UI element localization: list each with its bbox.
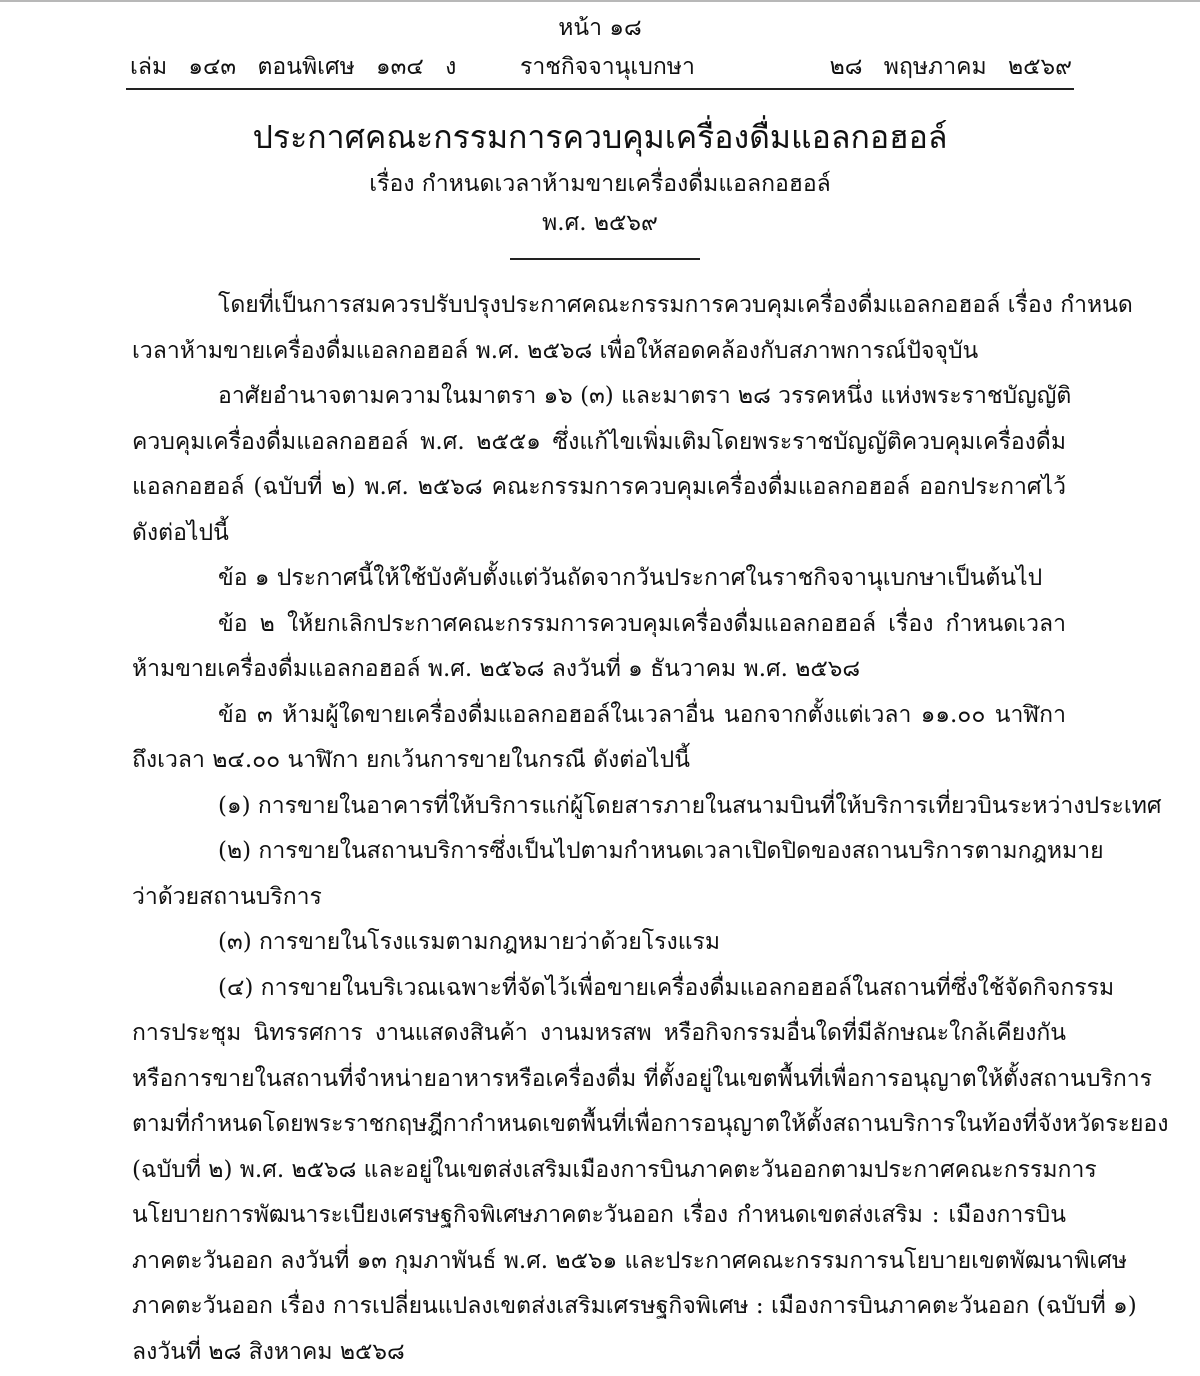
body-line: เวลาห้ามขายเครื่องดื่มแอลกอฮอล์ พ.ศ. ๒๕๖๘ เพื่อให้สอดคล้องกับสภาพการณ์ปัจจุบัน	[132, 330, 1066, 376]
body-line: ลงวันที่ ๒๘ สิงหาคม ๒๕๖๘	[132, 1331, 1066, 1376]
gazette-name: ราชกิจจานุเบกษา	[520, 51, 695, 83]
body-line: อาศัยอำนาจตามความในมาตรา ๑๖ (๓) และมาตรา ๒๘ วรรคหนึ่ง แห่งพระราชบัญญัติ	[132, 375, 1066, 421]
sub-clause-3: (๓) การขายในโรงแรมตามกฎหมายว่าด้วยโรงแรม	[132, 921, 1066, 967]
page-number: หน้า ๑๘	[0, 12, 1200, 44]
sub-clause-1: (๑) การขายในอาคารที่ให้บริการแก่ผู้โดยสารภายในสนามบินที่ให้บริการเที่ยวบินระหว่างประเทศ	[132, 785, 1066, 831]
body-line: แอลกอฮอล์ (ฉบับที่ ๒) พ.ศ. ๒๕๖๘ คณะกรรมการควบคุมเครื่องดื่มแอลกอฮอล์ ออกประกาศไว้	[132, 466, 1066, 512]
top-border	[0, 0, 1200, 2]
document-year: พ.ศ. ๒๕๖๙	[0, 207, 1200, 239]
clause-1: ข้อ ๑ ประกาศนี้ให้ใช้บังคับตั้งแต่วันถัดจากวันประกาศในราชกิจจานุเบกษาเป็นต้นไป	[132, 557, 1066, 603]
body-line: นโยบายการพัฒนาระเบียงเศรษฐกิจพิเศษภาคตะวันออก เรื่อง กำหนดเขตส่งเสริม : เมืองการบิน	[132, 1194, 1066, 1240]
volume-issue: เล่ม ๑๔๓ ตอนพิเศษ ๑๓๔ ง	[130, 51, 456, 83]
clause-3: ข้อ ๓ ห้ามผู้ใดขายเครื่องดื่มแอลกอฮอล์ในเวลาอื่น นอกจากตั้งแต่เวลา ๑๑.๐๐ นาฬิกา	[132, 694, 1066, 740]
sub-clause-2: (๒) การขายในสถานบริการซึ่งเป็นไปตามกำหนดเวลาเปิดปิดของสถานบริการตามกฎหมาย	[132, 830, 1066, 876]
body-line: ถึงเวลา ๒๔.๐๐ นาฬิกา ยกเว้นการขายในกรณี ดังต่อไปนี้	[132, 739, 1066, 785]
body-line: ตามที่กำหนดโดยพระราชกฤษฎีกากำหนดเขตพื้นที่เพื่อการอนุญาตให้ตั้งสถานบริการในท้องที่จังหวัดระยอง	[132, 1103, 1066, 1149]
body-line: ห้ามขายเครื่องดื่มแอลกอฮอล์ พ.ศ. ๒๕๖๘ ลงวันที่ ๑ ธันวาคม พ.ศ. ๒๕๖๘	[132, 648, 1066, 694]
document-title: ประกาศคณะกรรมการควบคุมเครื่องดื่มแอลกอฮอล์	[0, 115, 1200, 159]
body-line: ภาคตะวันออก ลงวันที่ ๑๓ กุมภาพันธ์ พ.ศ. ๒๕๖๑ และประกาศคณะกรรมการนโยบายเขตพัฒนาพิเศษ	[132, 1240, 1066, 1286]
body-line: การประชุม นิทรรศการ งานแสดงสินค้า งานมหรสพ หรือกิจกรรมอื่นใดที่มีลักษณะใกล้เคียงกัน	[132, 1012, 1066, 1058]
sub-clause-4: (๔) การขายในบริเวณเฉพาะที่จัดไว้เพื่อขายเครื่องดื่มแอลกอฮอล์ในสถานที่ซึ่งใช้จัดกิจกรรม	[132, 967, 1066, 1013]
body-line: หรือการขายในสถานที่จำหน่ายอาหารหรือเครื่องดื่ม ที่ตั้งอยู่ในเขตพื้นที่เพื่อการอนุญาตให้ตั้งสถานบริการ	[132, 1058, 1066, 1104]
body-line: ว่าด้วยสถานบริการ	[132, 876, 1066, 922]
body-line: โดยที่เป็นการสมควรปรับปรุงประกาศคณะกรรมการควบคุมเครื่องดื่มแอลกอฮอล์ เรื่อง กำหนด	[132, 284, 1066, 330]
header-divider	[126, 88, 1074, 90]
gazette-header	[130, 51, 1072, 83]
body-line: ดังต่อไปนี้	[132, 512, 1066, 558]
body-line: ควบคุมเครื่องดื่มแอลกอฮอล์ พ.ศ. ๒๕๕๑ ซึ่งแก้ไขเพิ่มเติมโดยพระราชบัญญัติควบคุมเครื่องดื่ม	[132, 421, 1066, 467]
clause-2: ข้อ ๒ ให้ยกเลิกประกาศคณะกรรมการควบคุมเครื่องดื่มแอลกอฮอล์ เรื่อง กำหนดเวลา	[132, 603, 1066, 649]
document-subject: เรื่อง กำหนดเวลาห้ามขายเครื่องดื่มแอลกอฮอล์	[0, 168, 1200, 200]
publication-date: ๒๘ พฤษภาคม ๒๕๖๙	[830, 51, 1072, 83]
document-body	[132, 284, 1066, 1376]
body-line: ภาคตะวันออก เรื่อง การเปลี่ยนแปลงเขตส่งเสริมเศรษฐกิจพิเศษ : เมืองการบินภาคตะวันออก (ฉบับที่ ๑)	[132, 1285, 1066, 1331]
title-divider	[510, 258, 700, 260]
body-line: (ฉบับที่ ๒) พ.ศ. ๒๕๖๘ และอยู่ในเขตส่งเสริมเมืองการบินภาคตะวันออกตามประกาศคณะกรรมการ	[132, 1149, 1066, 1195]
